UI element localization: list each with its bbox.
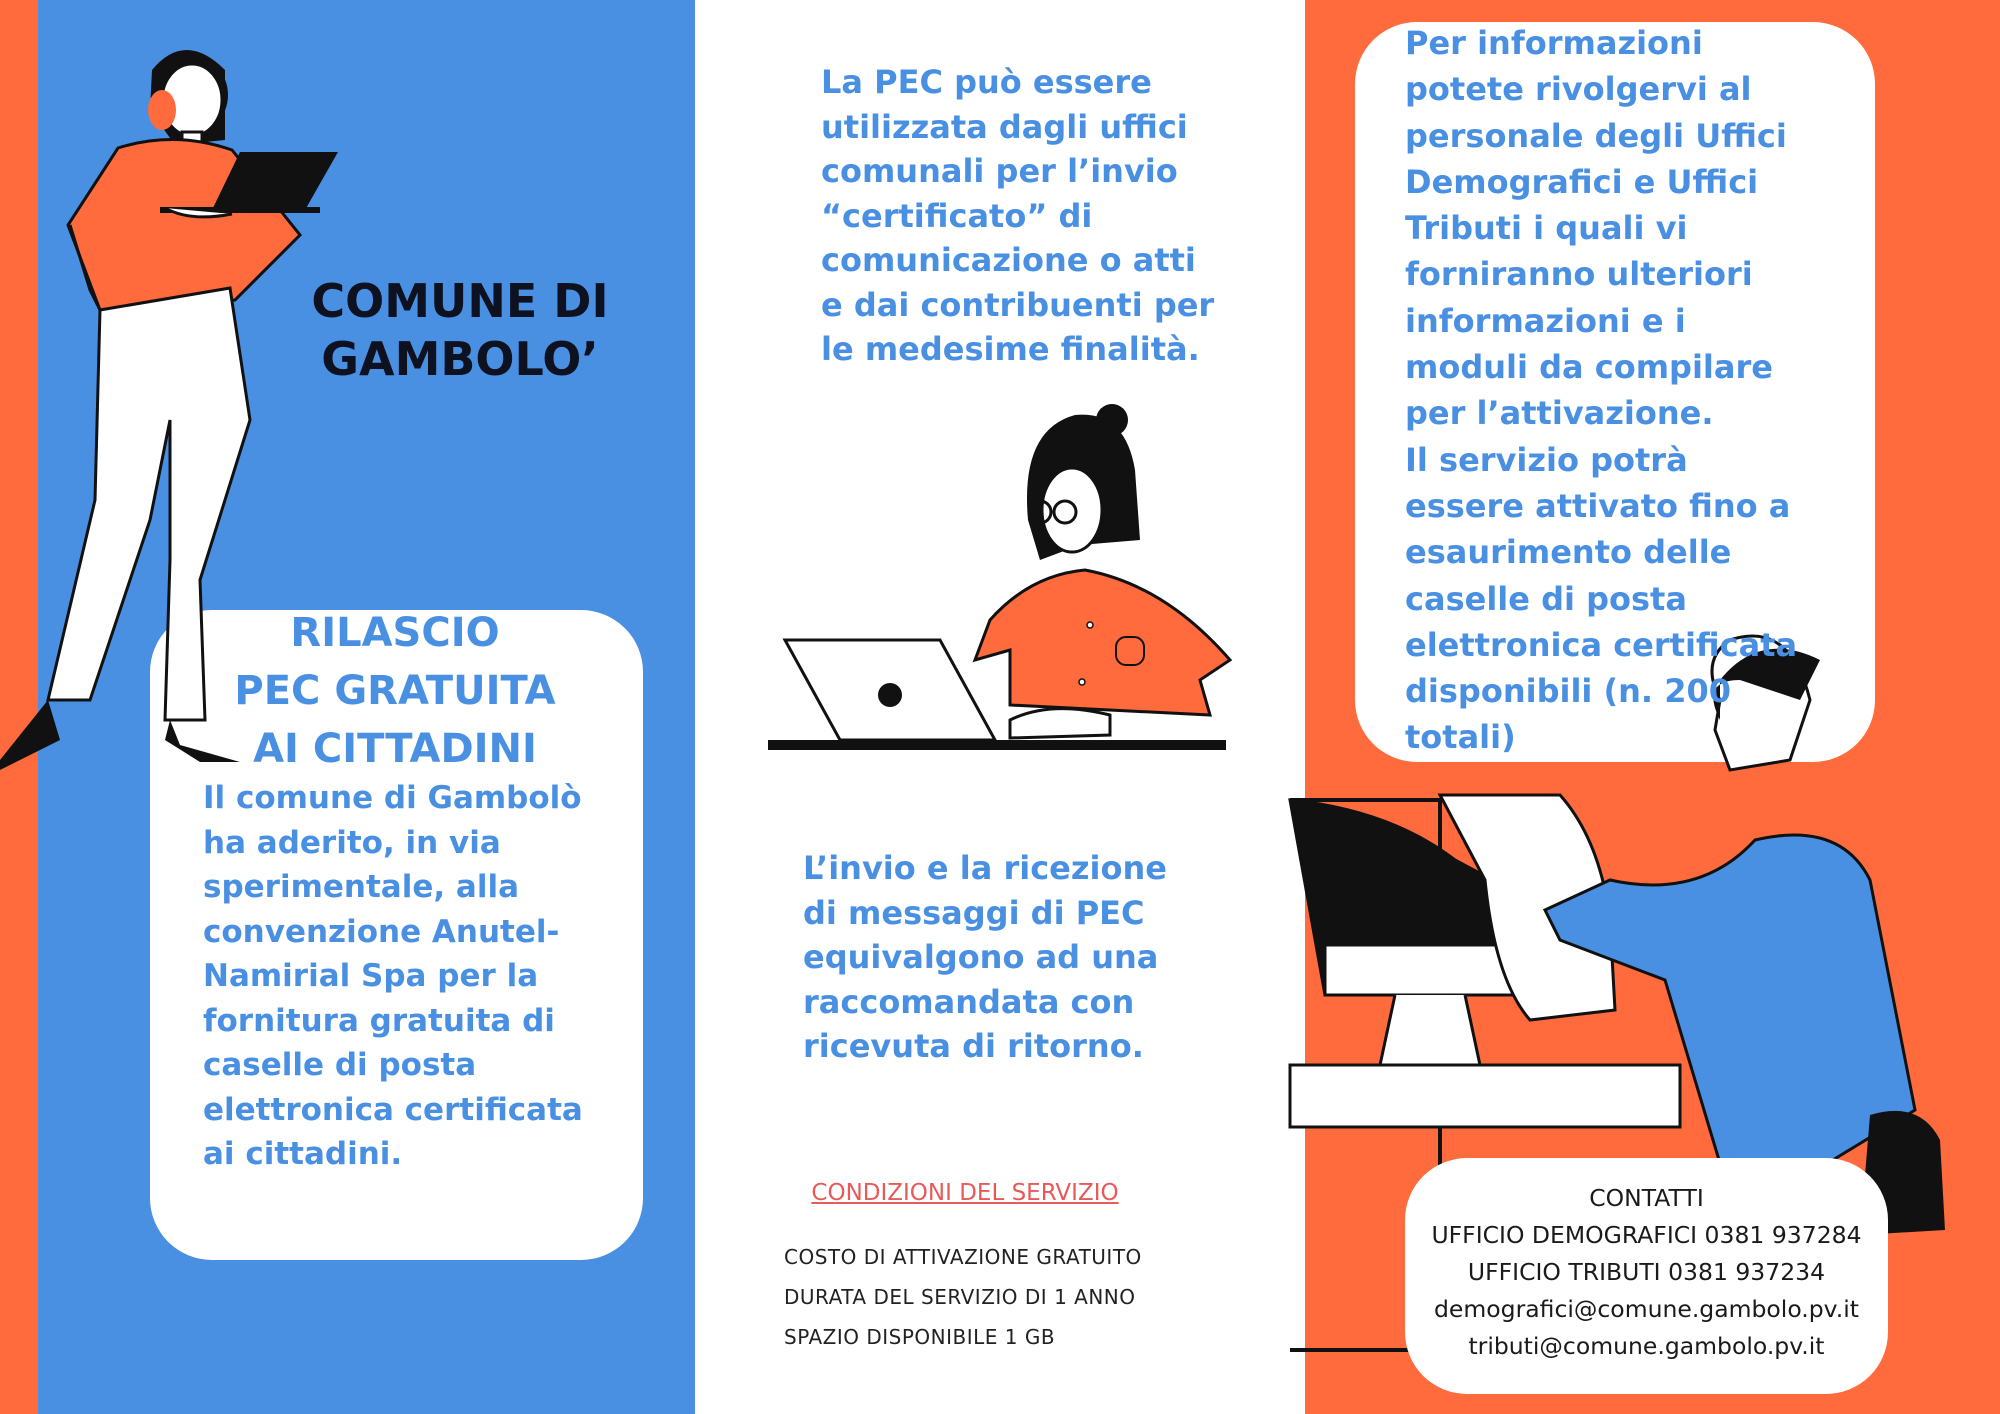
title-line: GAMBOLO’ — [321, 332, 599, 386]
text-line: elettronica certificata — [203, 1091, 583, 1128]
text-line: essere attivato fino a — [1405, 486, 1791, 525]
text-line: fornitura gratuita di — [203, 1002, 555, 1039]
text-line: le medesime finalità. — [821, 330, 1200, 368]
text-line: esaurimento delle — [1405, 533, 1732, 572]
text-line: convenzione Anutel- — [203, 913, 560, 950]
text-line: Demografici e Uffici — [1405, 162, 1759, 201]
text-line: per l’attivazione. — [1405, 394, 1714, 433]
title-line: COMUNE DI — [311, 274, 609, 328]
contacts-title: CONTATTI — [1589, 1184, 1704, 1212]
text-line: di messaggi di PEC — [803, 893, 1145, 932]
text-line: caselle di posta — [203, 1047, 477, 1083]
condition-item: SPAZIO DISPONIBILE 1 GB — [784, 1325, 1056, 1349]
text-line: utilizzata dagli uffici — [821, 107, 1188, 146]
page-title — [290, 272, 630, 388]
text-line: L’invio e la ricezione — [803, 849, 1167, 887]
heading-line: PEC GRATUITA — [234, 668, 556, 714]
middle-top-text — [821, 60, 1221, 372]
text-line: Namirial Spa per la — [203, 958, 539, 994]
text-line: Il servizio potrà — [1405, 440, 1688, 479]
text-line: Il comune di Gambolò — [203, 780, 582, 816]
contact-demografici-phone: UFFICIO DEMOGRAFICI 0381 937284 — [1431, 1221, 1862, 1249]
text-line: “certificato” di — [821, 196, 1093, 235]
left-body-text — [203, 776, 603, 1177]
condition-item: DURATA DEL SERVIZIO DI 1 ANNO — [784, 1285, 1136, 1309]
text-line: totali) — [1405, 718, 1516, 757]
contact-tributi-phone: UFFICIO TRIBUTI 0381 937234 — [1467, 1258, 1826, 1286]
text-line: sperimentale, alla — [203, 869, 520, 905]
conditions-link[interactable]: CONDIZIONI DEL SERVIZIO — [811, 1180, 1119, 1206]
text-line: Tributi i quali vi — [1405, 209, 1688, 248]
text-line: moduli da compilare — [1405, 348, 1773, 387]
text-line: caselle di posta — [1405, 579, 1687, 618]
woman-at-desk-illustration — [768, 404, 1230, 750]
text-line: potete rivolgervi al — [1405, 70, 1752, 109]
text-line: Per informazioni — [1405, 24, 1703, 62]
text-line: personale degli Uffici — [1405, 116, 1787, 155]
text-line: La PEC può essere — [821, 63, 1152, 101]
text-line: e dai contribuenti per — [821, 285, 1215, 324]
middle-bottom-text — [803, 846, 1223, 1069]
condition-item: COSTO DI ATTIVAZIONE GRATUITO — [784, 1245, 1142, 1269]
heading-line: RILASCIO — [290, 610, 500, 656]
text-line: forniranno ulteriori — [1405, 255, 1753, 294]
text-line: equivalgono ad una — [803, 938, 1159, 976]
right-info-text — [1405, 20, 1835, 761]
text-line: disponibili (n. 200 — [1405, 672, 1732, 711]
text-line: raccomandata con — [803, 982, 1135, 1021]
text-line: comunali per l’invio — [821, 152, 1178, 190]
text-line: ha aderito, in via — [203, 824, 501, 861]
text-line: comunicazione o atti — [821, 241, 1196, 279]
section-heading — [180, 604, 610, 778]
contact-demografici-email[interactable]: demografici@comune.gambolo.pv.it — [1434, 1295, 1859, 1323]
heading-line: AI CITTADINI — [253, 726, 537, 772]
text-line: elettronica certificata — [1405, 625, 1798, 664]
text-line: ricevuta di ritorno. — [803, 1027, 1144, 1065]
text-line: ai cittadini. — [203, 1136, 403, 1172]
text-line: informazioni e i — [1405, 301, 1686, 340]
contact-tributi-email[interactable]: tributi@comune.gambolo.pv.it — [1468, 1332, 1825, 1360]
